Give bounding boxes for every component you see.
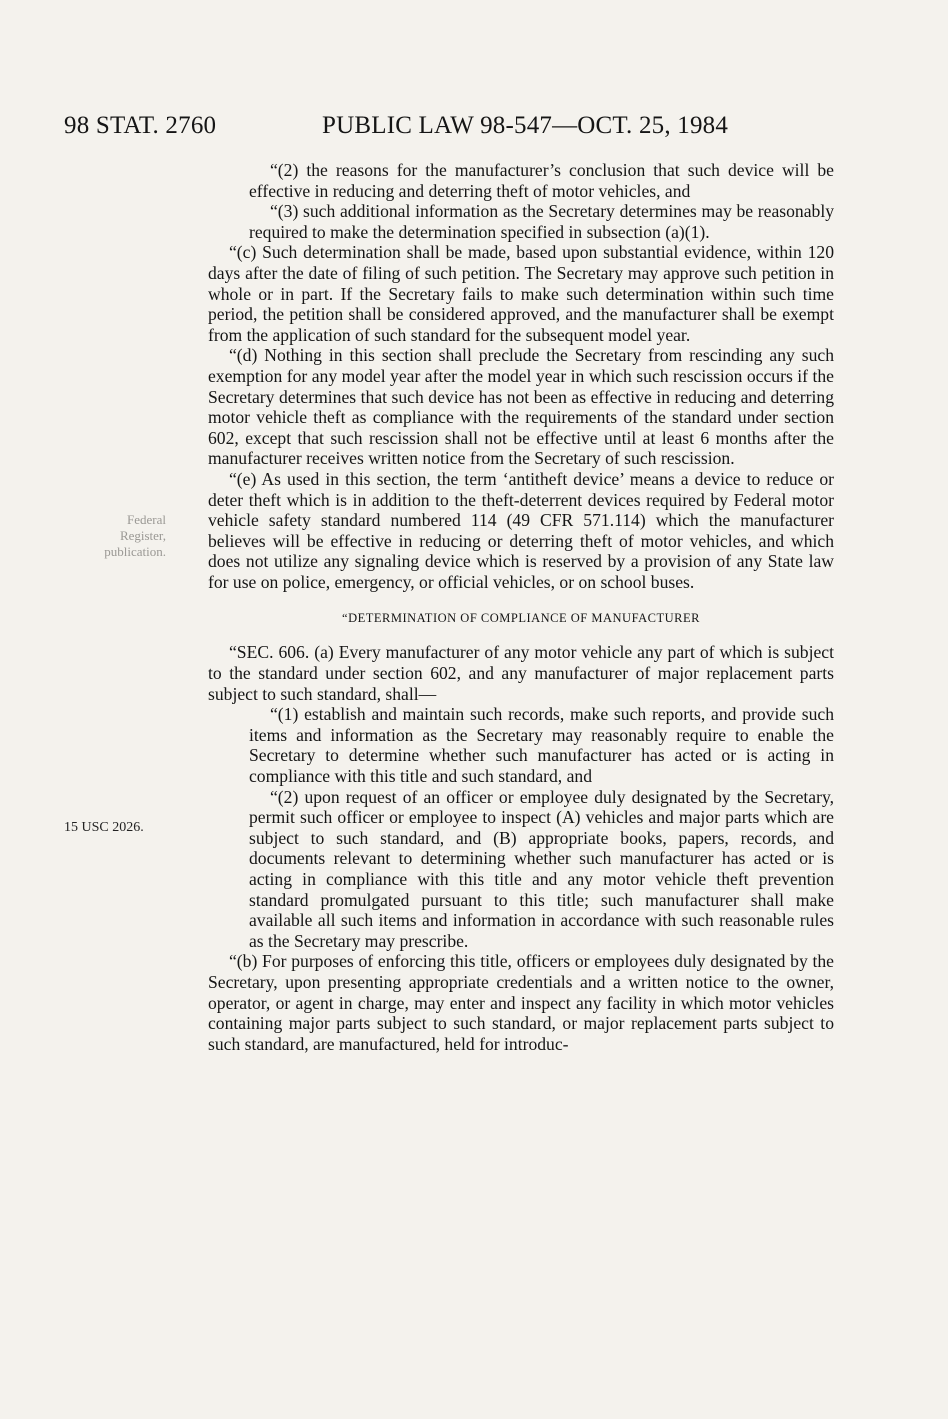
section-606-lead: “S [229, 642, 247, 663]
paragraph-a2-inspection: “(2) upon request of an officer or employee duly designated by the Secretary, permit such officer or employee to inspect (A) vehicles and major parts which are subject to such standard, and (B) appropriate books, papers, records, and documents relevant to determining whether such manufacturer has acted or is acting in compliance with this title and any motor vehicle theft prevention standard promulgated pursuant to this title; such manufacturer shall make available all such items and information in accordance with such reasonable rules as the Secretary may prescribe. [249, 786, 834, 951]
margin-note-federal-register: Federal Register, publication. [104, 512, 166, 559]
section-606-a [208, 642, 834, 704]
subsection-e: “(e) As used in this section, the term ‘antitheft device’ means a device to reduce or deter theft which is in addition to the theft-deterrent devices required by Federal motor vehicle safety standard numbered 114 (49 CFR 571.114) which the manufacturer believes will be effective in reducing or deterring theft of motor vehicles, and which does not utilize any signaling device which is reserved by a provision of any State law for use on police, emergency, or official vehicles, or on school buses. [208, 468, 834, 592]
page-folio: 98 STAT. 2760 [64, 112, 217, 139]
section-606-text: 606. (a) Every manufacturer of any motor vehicle any part of which is subject to the standard under section 602, and any manufacturer of major replacement parts subject to such standard, shall— [208, 642, 834, 704]
statute-body [208, 160, 834, 1054]
paragraph-3-additional-information: “(3) such additional information as the Secretary determines may be reasonably required to make the determination specified in subsection (a)(1). [249, 201, 834, 242]
section-606-smallcaps: EC. [246, 642, 274, 663]
subsection-b: “(b) For purposes of enforcing this title, officers or employees duly designated by the Secretary, upon presenting appropriate credentials and a written notice to the owner, operator, or agent in charge, may enter and inspect any facility in which motor vehicles containing major parts subject to such standard, or major replacement parts subject to such standard, are manufactured, held for introduc- [208, 951, 834, 1054]
section-heading: “DETERMINATION OF COMPLIANCE OF MANUFACTURER [342, 611, 700, 626]
subsection-c: “(c) Such determination shall be made, based upon substantial evidence, within 120 days after the date of filing of such petition. The Secretary may approve such petition in whole or in part. If the Secretary fails to make such determination within such time period, the petition shall be considered approved, and the manufacturer shall be exempt from the application of such standard for the subsequent model year. [208, 242, 834, 345]
subsection-d: “(d) Nothing in this section shall preclude the Secretary from rescinding any such exemption for any model year after the model year in which such rescission occurs if the Secretary determines that such device has not been as effective in reducing and deterring motor vehicle theft as compliance with the requirements of the standard under section 602, except that such rescission shall not be effective until at least 6 months after the manufacturer receives written notice from the Secretary of such rescission. [208, 345, 834, 469]
paragraph-2-reasons: “(2) the reasons for the manufacturer’s conclusion that such device will be effective in reducing and deterring theft of motor vehicles, and [249, 160, 834, 201]
margin-note-usc-citation: 15 USC 2026. [64, 820, 144, 835]
running-head: PUBLIC LAW 98-547—OCT. 25, 1984 [322, 112, 729, 139]
page-header [0, 112, 948, 142]
paragraph-a1-records: “(1) establish and maintain such records, make such reports, and provide such items and information as the Secretary may reasonably require to enable the Secretary to determine whether such manufacturer has acted or is acting in compliance with this title and such standard, and [249, 704, 834, 787]
